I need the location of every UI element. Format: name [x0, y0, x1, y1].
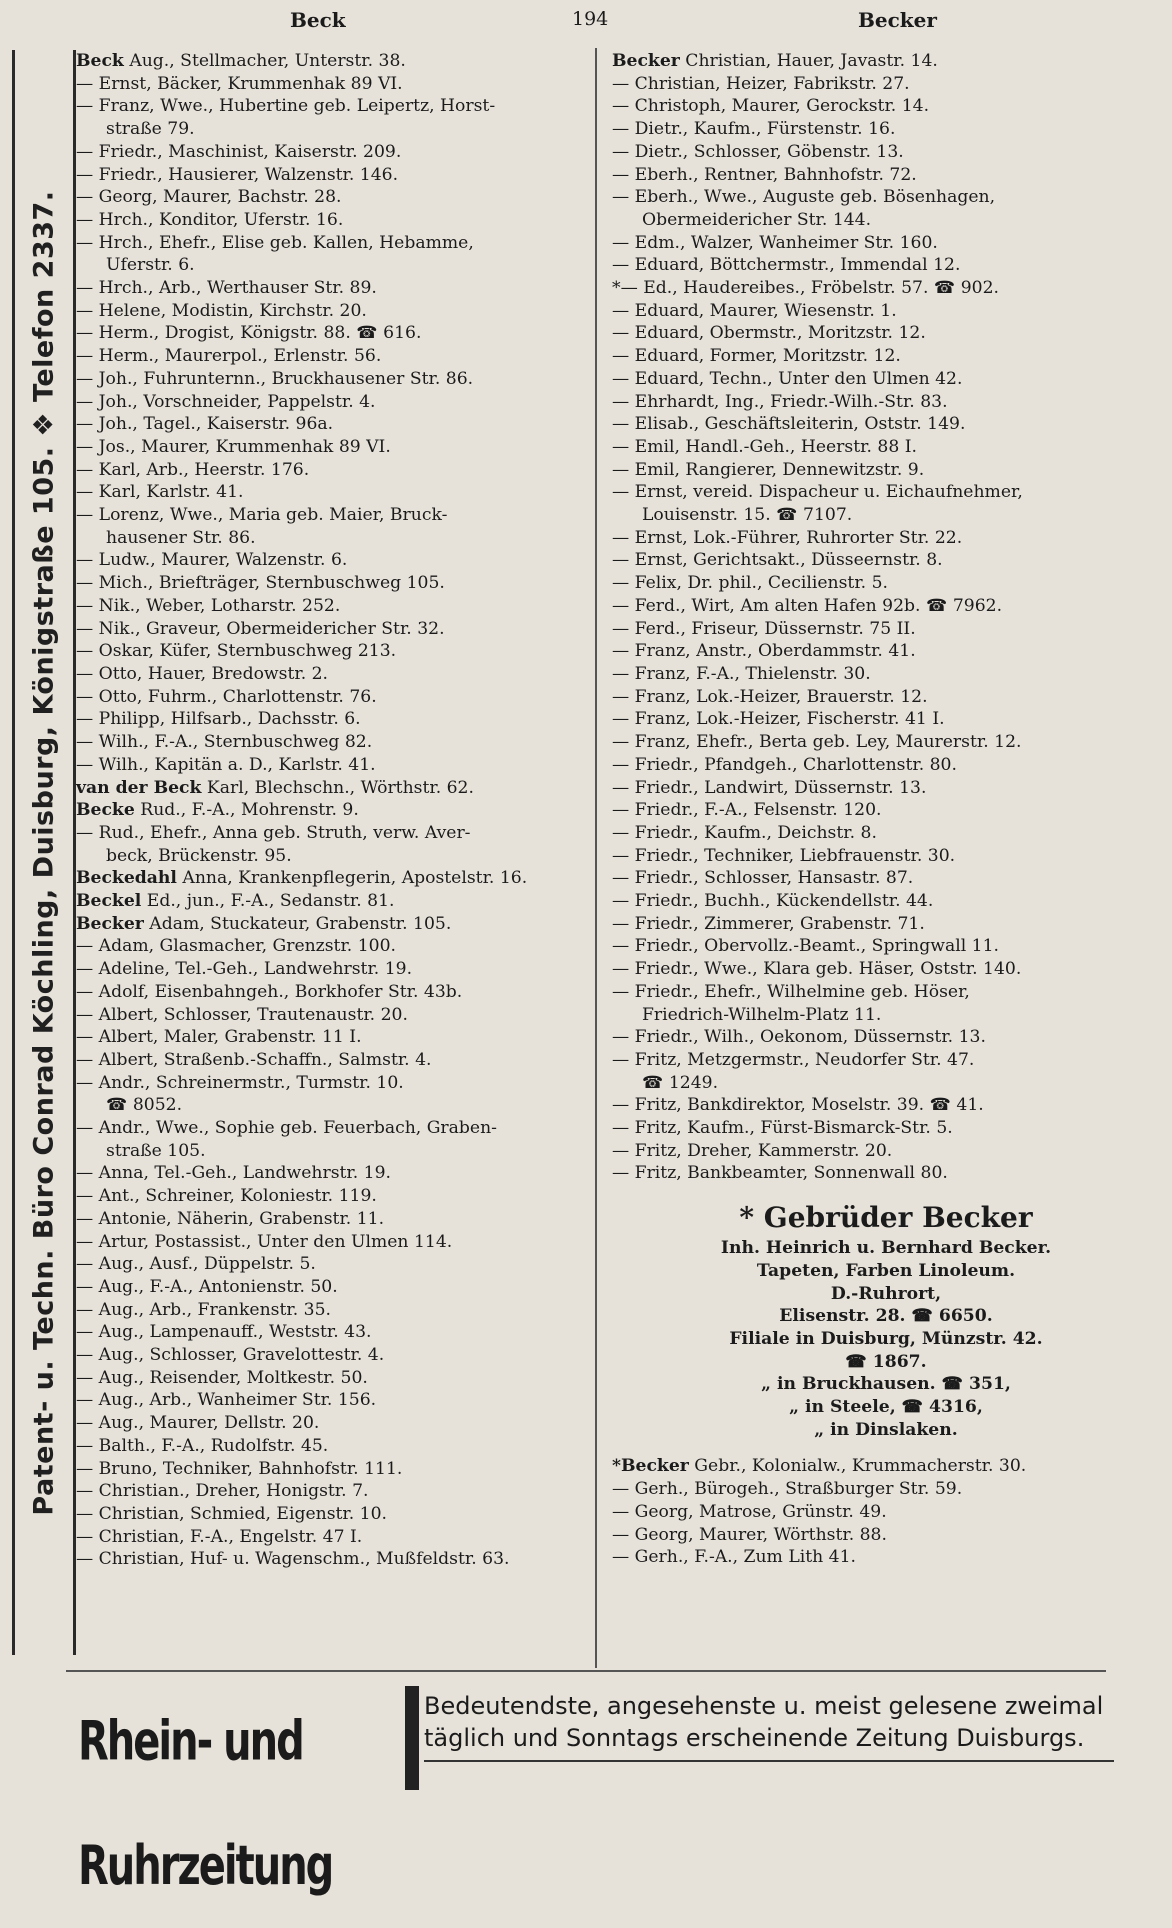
directory-entry [76, 368, 586, 391]
entry-text: — Eberh., Rentner, Bahnhofstr. 72. [612, 164, 917, 185]
directory-entry [612, 1162, 1160, 1185]
directory-entry [612, 209, 1160, 232]
directory-entry [76, 141, 586, 164]
directory-entry [76, 1026, 586, 1049]
directory-entry [612, 50, 1160, 73]
entry-text: — Eduard, Maurer, Wiesenstr. 1. [612, 300, 897, 321]
directory-entry [76, 413, 586, 436]
directory-entry [76, 1117, 586, 1140]
entry-text: — Ernst, Bäcker, Krummenhak 89 VI. [76, 73, 403, 94]
entry-surname: Beck [76, 51, 124, 71]
entry-text: — Adolf, Eisenbahngeh., Borkhofer Str. 43b. [76, 981, 463, 1002]
entry-text: — Friedr., Wilh., Oekonom, Düssernstr. 13. [612, 1027, 986, 1048]
advert-line: „ in Steele, ☎ 4316, [789, 1397, 983, 1418]
entry-text: — Friedr., Wwe., Klara geb. Häser, Oststr. 140. [612, 959, 1022, 980]
directory-entry [76, 1299, 586, 1322]
directory-entry [76, 1004, 586, 1027]
entry-text: — Adeline, Tel.-Geh., Landwehrstr. 19. [76, 959, 413, 980]
entry-text: — Georg, Maurer, Bachstr. 28. [76, 187, 342, 208]
directory-entry [612, 504, 1160, 527]
entry-text: — Christian, Schmied, Eigenstr. 10. [76, 1504, 388, 1524]
directory-entry [612, 1546, 1160, 1569]
directory-entry [612, 754, 1160, 777]
directory-entry [76, 1435, 586, 1458]
directory-entry [76, 799, 586, 822]
entry-text: — Christian, F.-A., Engelstr. 47 I. [76, 1526, 363, 1547]
entry-text: — Franz, F.-A., Thielenstr. 30. [612, 663, 871, 684]
entry-text: — Aug., Arb., Frankenstr. 35. [76, 1299, 331, 1320]
directory-entry [76, 1208, 586, 1231]
entry-text: *— Ed., Haudereibes., Fröbelstr. 57. ☎ 902. [612, 278, 1000, 299]
entry-text: — Lorenz, Wwe., Maria geb. Maier, Bruck- [76, 505, 448, 526]
directory-entry [76, 50, 586, 73]
directory-entry [612, 391, 1160, 414]
entry-text: — Artur, Postassist., Unter den Ulmen 114. [76, 1231, 453, 1252]
directory-entry [76, 777, 586, 800]
entry-text: straße 105. [106, 1140, 206, 1161]
directory-entry [76, 663, 586, 686]
sidebar-advert-text: Patent- u. Techn. Büro Conrad Köchling, Duisburg, Königstraße 105. ❖ Telefon 2337. [28, 189, 60, 1516]
entry-text: — Bruno, Techniker, Bahnhofstr. 111. [76, 1458, 403, 1479]
banner-divider [405, 1686, 419, 1790]
entry-text: — Philipp, Hilfsarb., Dachsstr. 6. [76, 709, 361, 730]
entry-text: — Elisab., Geschäftsleiterin, Oststr. 149. [612, 414, 966, 435]
header-right: Becker [858, 8, 937, 32]
directory-entry [612, 663, 1160, 686]
directory-entry [76, 890, 586, 913]
entry-text: — Fritz, Bankbeamter, Sonnenwall 80. [612, 1163, 948, 1184]
entry-text: — Friedr., Maschinist, Kaiserstr. 209. [76, 141, 402, 162]
directory-entry [612, 527, 1160, 550]
entry-text: Anna, Krankenpflegerin, Apostelstr. 16. [182, 868, 528, 889]
entry-text: — Gerh., Bürogeh., Straßburger Str. 59. [612, 1479, 963, 1500]
directory-entry [612, 708, 1160, 731]
entry-text: — Joh., Fuhrunternn., Bruckhausener Str. 86. [76, 368, 474, 389]
directory-entry [612, 1094, 1160, 1117]
entry-text: — Christian, Heizer, Fabrikstr. 27. [612, 73, 910, 94]
entry-text: — Friedr., Ehefr., Wilhelmine geb. Höser, [612, 981, 970, 1002]
entry-text: straße 79. [106, 119, 195, 140]
entry-text: — Herm., Maurerpol., Erlenstr. 56. [76, 346, 382, 367]
directory-entry [612, 481, 1160, 504]
entry-text: — Aug., Ausf., Düppelstr. 5. [76, 1254, 316, 1275]
entry-text: — Friedr., Schlosser, Hansastr. 87. [612, 868, 914, 889]
directory-entry [612, 413, 1160, 436]
directory-entry [76, 618, 586, 641]
directory-entry [612, 822, 1160, 845]
directory-entry [76, 459, 586, 482]
entry-text: — Emil, Handl.-Geh., Heerstr. 88 I. [612, 436, 917, 457]
directory-entry [76, 1072, 586, 1095]
directory-entry [612, 141, 1160, 164]
entry-text: — Aug., Reisender, Moltkestr. 50. [76, 1367, 368, 1388]
entry-text: — Herm., Drogist, Königstr. 88. ☎ 616. [76, 323, 422, 344]
entry-text: — Aug., Schlosser, Gravelottestr. 4. [76, 1345, 385, 1366]
banner-line-1: Bedeutendste, angesehenste u. meist gelesene zweimal [424, 1692, 1104, 1720]
directory-entry [612, 981, 1160, 1004]
entry-text: — Ant., Schreiner, Koloniestr. 119. [76, 1186, 377, 1207]
directory-entry [76, 1140, 586, 1163]
entry-surname: *Becker [612, 1456, 689, 1477]
directory-entry [76, 958, 586, 981]
directory-entry [76, 595, 586, 618]
directory-entry [612, 777, 1160, 800]
directory-entry [76, 209, 586, 232]
entry-text: Rud., F.-A., Mohrenstr. 9. [140, 800, 359, 821]
directory-entry [76, 867, 586, 890]
entry-text: Karl, Blechschn., Wörthstr. 62. [206, 777, 474, 798]
directory-entry [76, 164, 586, 187]
directory-entry [612, 890, 1160, 913]
directory-entry [76, 322, 586, 345]
entry-text: — Franz, Ehefr., Berta geb. Ley, Maurerstr. 12. [612, 732, 1022, 753]
entry-text: — Hrch., Arb., Werthauser Str. 89. [76, 278, 377, 299]
directory-entry [76, 1049, 586, 1072]
entry-text: — Joh., Vorschneider, Pappelstr. 4. [76, 391, 376, 412]
advert-box [612, 1199, 1160, 1441]
directory-entry [612, 436, 1160, 459]
entry-text: — Christian., Dreher, Honigstr. 7. [76, 1481, 369, 1502]
entry-text: Obermeidericher Str. 144. [642, 209, 872, 230]
right-column [612, 50, 1160, 1670]
entry-text: Friedrich-Wilhelm-Platz 11. [642, 1004, 882, 1025]
directory-entry [76, 277, 586, 300]
directory-entry [76, 754, 586, 777]
entry-text: ☎ 1249. [642, 1072, 719, 1093]
advert-line: Tapeten, Farben Linoleum. [756, 1260, 1016, 1281]
directory-entry [612, 1501, 1160, 1524]
directory-entry [76, 1503, 586, 1526]
banner-title: Rhein- und Ruhrzeitung [78, 1710, 333, 1898]
entry-text: — Otto, Fuhrm., Charlottenstr. 76. [76, 686, 377, 707]
entry-text: — Eduard, Techn., Unter den Ulmen 42. [612, 368, 963, 389]
directory-entry [76, 913, 586, 936]
banner-underline [424, 1760, 1114, 1762]
directory-entry [76, 1344, 586, 1367]
advert-line: D.-Ruhrort, [830, 1283, 942, 1304]
directory-entry [612, 300, 1160, 323]
right-column-entries-after [612, 1455, 1160, 1569]
entry-text: — Helene, Modistin, Kirchstr. 20. [76, 300, 367, 321]
directory-entry [76, 572, 586, 595]
directory-entry [612, 686, 1160, 709]
entry-text: — Ernst, vereid. Dispacheur u. Eichaufnehmer, [612, 482, 1023, 503]
entry-text: beck, Brückenstr. 95. [106, 845, 292, 866]
entry-text: — Joh., Tagel., Kaiserstr. 96a. [76, 414, 334, 435]
entry-text: — Aug., F.-A., Antonienstr. 50. [76, 1276, 338, 1297]
sidebar-advert [12, 50, 76, 1655]
entry-text: — Fritz, Kaufm., Fürst-Bismarck-Str. 5. [612, 1118, 953, 1139]
directory-entry [76, 73, 586, 96]
entry-text: — Albert, Schlosser, Trautenaustr. 20. [76, 1004, 408, 1025]
bottom-rule [66, 1670, 1106, 1672]
entry-text: — Georg, Maurer, Wörthstr. 88. [612, 1524, 887, 1545]
directory-entry [76, 640, 586, 663]
directory-entry [612, 1026, 1160, 1049]
directory-entry [612, 118, 1160, 141]
entry-text: — Mich., Briefträger, Sternbuschweg 105. [76, 573, 445, 594]
entry-text: — Ehrhardt, Ing., Friedr.-Wilh.-Str. 83. [612, 391, 948, 412]
directory-entry [76, 1389, 586, 1412]
entry-text: — Friedr., Obervollz.-Beamt., Springwall 11. [612, 936, 999, 957]
entry-text: — Edm., Walzer, Wanheimer Str. 160. [612, 232, 938, 253]
directory-entry [76, 1412, 586, 1435]
entry-text: — Ferd., Wirt, Am alten Hafen 92b. ☎ 7962. [612, 595, 1003, 616]
directory-entry [612, 73, 1160, 96]
entry-text: — Friedr., Hausierer, Walzenstr. 146. [76, 164, 399, 185]
directory-entry [76, 1094, 586, 1117]
directory-entry [612, 254, 1160, 277]
directory-entry [76, 1458, 586, 1481]
page-number: 194 [572, 8, 609, 30]
directory-entry [612, 640, 1160, 663]
directory-entry [612, 1072, 1160, 1095]
directory-entry [76, 1253, 586, 1276]
directory-entry [612, 1524, 1160, 1547]
entry-text: — Eduard, Böttchermstr., Immendal 12. [612, 255, 961, 276]
directory-entry [612, 186, 1160, 209]
entry-surname: Becke [76, 800, 135, 821]
directory-entry [612, 164, 1160, 187]
directory-entry [76, 186, 586, 209]
directory-entry [76, 1185, 586, 1208]
entry-surname: van der Beck [76, 777, 202, 798]
entry-text: — Eduard, Obermstr., Moritzstr. 12. [612, 323, 926, 344]
entry-text: Uferstr. 6. [106, 255, 195, 276]
entry-text: — Wilh., Kapitän a. D., Karlstr. 41. [76, 754, 376, 775]
entry-text: — Christoph, Maurer, Gerockstr. 14. [612, 96, 930, 117]
directory-entry [612, 572, 1160, 595]
directory-entry [612, 867, 1160, 890]
directory-entry [76, 1162, 586, 1185]
entry-text: — Friedr., Landwirt, Düssernstr. 13. [612, 777, 927, 798]
entry-text: — Karl, Karlstr. 41. [76, 482, 244, 503]
directory-entry [76, 232, 586, 255]
entry-text: — Friedr., Techniker, Liebfrauenstr. 30. [612, 845, 956, 866]
directory-entry [76, 1526, 586, 1549]
entry-text: — Gerh., F.-A., Zum Lith 41. [612, 1547, 857, 1568]
directory-entry [76, 731, 586, 754]
entry-text: — Hrch., Konditor, Uferstr. 16. [76, 209, 344, 230]
directory-entry [76, 935, 586, 958]
entry-text: — Ludw., Maurer, Walzenstr. 6. [76, 550, 348, 571]
entry-text: — Friedr., Pfandgeh., Charlottenstr. 80. [612, 754, 957, 775]
directory-entry [612, 1049, 1160, 1072]
entry-text: — Friedr., F.-A., Felsenstr. 120. [612, 800, 882, 821]
entry-text: — Andr., Wwe., Sophie geb. Feuerbach, Graben- [76, 1118, 497, 1139]
entry-text: — Fritz, Metzgermstr., Neudorfer Str. 47. [612, 1049, 975, 1070]
directory-entry [612, 618, 1160, 641]
entry-text: — Franz, Lok.-Heizer, Fischerstr. 41 I. [612, 709, 945, 730]
directory-entry [76, 686, 586, 709]
entry-surname: Becker [612, 51, 680, 71]
entry-text: — Albert, Straßenb.-Schaffn., Salmstr. 4. [76, 1049, 432, 1070]
entry-text: — Otto, Hauer, Bredowstr. 2. [76, 663, 329, 684]
directory-entry [612, 95, 1160, 118]
entry-text: — Georg, Matrose, Grünstr. 49. [612, 1501, 887, 1522]
entry-text: — Fritz, Bankdirektor, Moselstr. 39. ☎ 41. [612, 1095, 984, 1116]
entry-surname: Beckel [76, 891, 142, 912]
header-left: Beck [290, 8, 346, 32]
directory-entry [612, 958, 1160, 981]
entry-text: — Franz, Lok.-Heizer, Brauerstr. 12. [612, 686, 928, 707]
entry-text: — Karl, Arb., Heerstr. 176. [76, 459, 310, 480]
entry-text: — Nik., Graveur, Obermeidericher Str. 32. [76, 618, 445, 639]
entry-text: — Friedr., Kaufm., Deichstr. 8. [612, 822, 877, 843]
directory-entry [612, 1455, 1160, 1478]
entry-text: — Nik., Weber, Lotharstr. 252. [76, 595, 341, 616]
column-divider [595, 48, 597, 1668]
directory-entry [612, 549, 1160, 572]
directory-entry [612, 322, 1160, 345]
directory-entry [612, 459, 1160, 482]
entry-text: Gebr., Kolonialw., Krummacherstr. 30. [694, 1456, 1027, 1477]
entry-text: — Hrch., Ehefr., Elise geb. Kallen, Hebamme, [76, 232, 474, 253]
entry-surname: Becker [76, 913, 144, 934]
advert-line: ☎ 1867. [845, 1351, 927, 1372]
entry-text: — Friedr., Buchh., Kückendellstr. 44. [612, 891, 934, 912]
directory-entry [76, 1276, 586, 1299]
entry-text: — Oskar, Küfer, Sternbuschweg 213. [76, 641, 397, 662]
directory-entry [612, 1117, 1160, 1140]
advert-title: * Gebrüder Becker [739, 1201, 1033, 1235]
directory-entry [76, 300, 586, 323]
entry-text: — Fritz, Dreher, Kammerstr. 20. [612, 1140, 893, 1161]
advert-line: Elisenstr. 28. ☎ 6650. [779, 1306, 993, 1327]
entry-surname: Beckedahl [76, 868, 177, 889]
entry-text: — Christian, Huf- u. Wagenschm., Mußfeldstr. 63. [76, 1549, 510, 1570]
entry-text: ☎ 8052. [106, 1095, 183, 1116]
left-column [76, 50, 586, 1670]
directory-entry [612, 935, 1160, 958]
directory-entry [76, 1548, 586, 1571]
directory-entry [612, 913, 1160, 936]
directory-entry [612, 799, 1160, 822]
right-column-entries [612, 50, 1160, 1185]
entry-text: — Rud., Ehefr., Anna geb. Struth, verw. Aver- [76, 822, 471, 843]
directory-entry [76, 118, 586, 141]
directory-entry [612, 277, 1160, 300]
directory-entry [76, 527, 586, 550]
directory-entry [76, 845, 586, 868]
banner-line-2: täglich und Sonntags erscheinende Zeitung Duisburgs. [424, 1724, 1085, 1752]
directory-entry [76, 1367, 586, 1390]
directory-entry [612, 731, 1160, 754]
entry-text: — Ferd., Friseur, Düssernstr. 75 II. [612, 618, 916, 639]
entry-text: Ed., jun., F.-A., Sedanstr. 81. [146, 891, 395, 912]
directory-entry [612, 595, 1160, 618]
directory-entry [76, 1231, 586, 1254]
entry-text: — Albert, Maler, Grabenstr. 11 I. [76, 1027, 362, 1048]
directory-entry [612, 232, 1160, 255]
entry-text: — Ernst, Lok.-Führer, Ruhrorter Str. 22. [612, 527, 963, 548]
entry-text: — Franz, Anstr., Oberdammstr. 41. [612, 641, 916, 662]
entry-text: hausener Str. 86. [106, 527, 256, 548]
entry-text: — Dietr., Kaufm., Fürstenstr. 16. [612, 119, 896, 140]
directory-entry [76, 1321, 586, 1344]
directory-entry [612, 368, 1160, 391]
directory-entry [612, 1140, 1160, 1163]
advert-lines [612, 1237, 1160, 1441]
entry-text: — Felix, Dr. phil., Cecilienstr. 5. [612, 573, 888, 594]
entry-text: — Ernst, Gerichtsakt., Düsseernstr. 8. [612, 550, 943, 571]
advert-line: „ in Dinslaken. [814, 1419, 958, 1440]
entry-text: — Aug., Maurer, Dellstr. 20. [76, 1413, 320, 1434]
directory-entry [76, 549, 586, 572]
entry-text: Louisenstr. 15. ☎ 7107. [642, 505, 853, 526]
entry-text: — Eberh., Wwe., Auguste geb. Bösenhagen, [612, 187, 996, 208]
directory-entry [76, 1480, 586, 1503]
directory-entry [612, 1004, 1160, 1027]
entry-text: — Jos., Maurer, Krummenhak 89 VI. [76, 436, 391, 457]
directory-entry [76, 254, 586, 277]
entry-text: Aug., Stellmacher, Unterstr. 38. [129, 51, 406, 71]
directory-entry [76, 391, 586, 414]
directory-entry [612, 345, 1160, 368]
entry-text: — Franz, Wwe., Hubertine geb. Leipertz, Horst- [76, 96, 496, 117]
directory-entry [612, 1478, 1160, 1501]
directory-entry [76, 481, 586, 504]
directory-entry [612, 845, 1160, 868]
entry-text: — Balth., F.-A., Rudolfstr. 45. [76, 1435, 329, 1456]
entry-text: — Adam, Glasmacher, Grenzstr. 100. [76, 936, 396, 957]
entry-text: — Wilh., F.-A., Sternbuschweg 82. [76, 732, 373, 753]
entry-text: — Anna, Tel.-Geh., Landwehrstr. 19. [76, 1163, 392, 1184]
entry-text: — Dietr., Schlosser, Göbenstr. 13. [612, 141, 904, 162]
directory-entry [76, 345, 586, 368]
entry-text: — Eduard, Former, Moritzstr. 12. [612, 346, 901, 367]
entry-text: — Emil, Rangierer, Dennewitzstr. 9. [612, 459, 925, 480]
advert-line: Inh. Heinrich u. Bernhard Becker. [720, 1238, 1052, 1259]
directory-entry [76, 436, 586, 459]
advert-line: „ in Bruckhausen. ☎ 351, [761, 1374, 1011, 1395]
entry-text: — Aug., Lampenauff., Weststr. 43. [76, 1322, 372, 1343]
entry-text: — Friedr., Zimmerer, Grabenstr. 71. [612, 913, 925, 934]
directory-entry [76, 504, 586, 527]
directory-entry [76, 95, 586, 118]
entry-text: — Aug., Arb., Wanheimer Str. 156. [76, 1390, 377, 1411]
directory-entry [76, 708, 586, 731]
entry-text: Christian, Hauer, Javastr. 14. [685, 51, 938, 71]
directory-entry [76, 822, 586, 845]
entry-text: Adam, Stuckateur, Grabenstr. 105. [149, 913, 452, 934]
entry-text: — Antonie, Näherin, Grabenstr. 11. [76, 1208, 385, 1229]
advert-line: Filiale in Duisburg, Münzstr. 42. [729, 1328, 1043, 1349]
entry-text: — Andr., Schreinermstr., Turmstr. 10. [76, 1072, 404, 1093]
directory-entry [76, 981, 586, 1004]
